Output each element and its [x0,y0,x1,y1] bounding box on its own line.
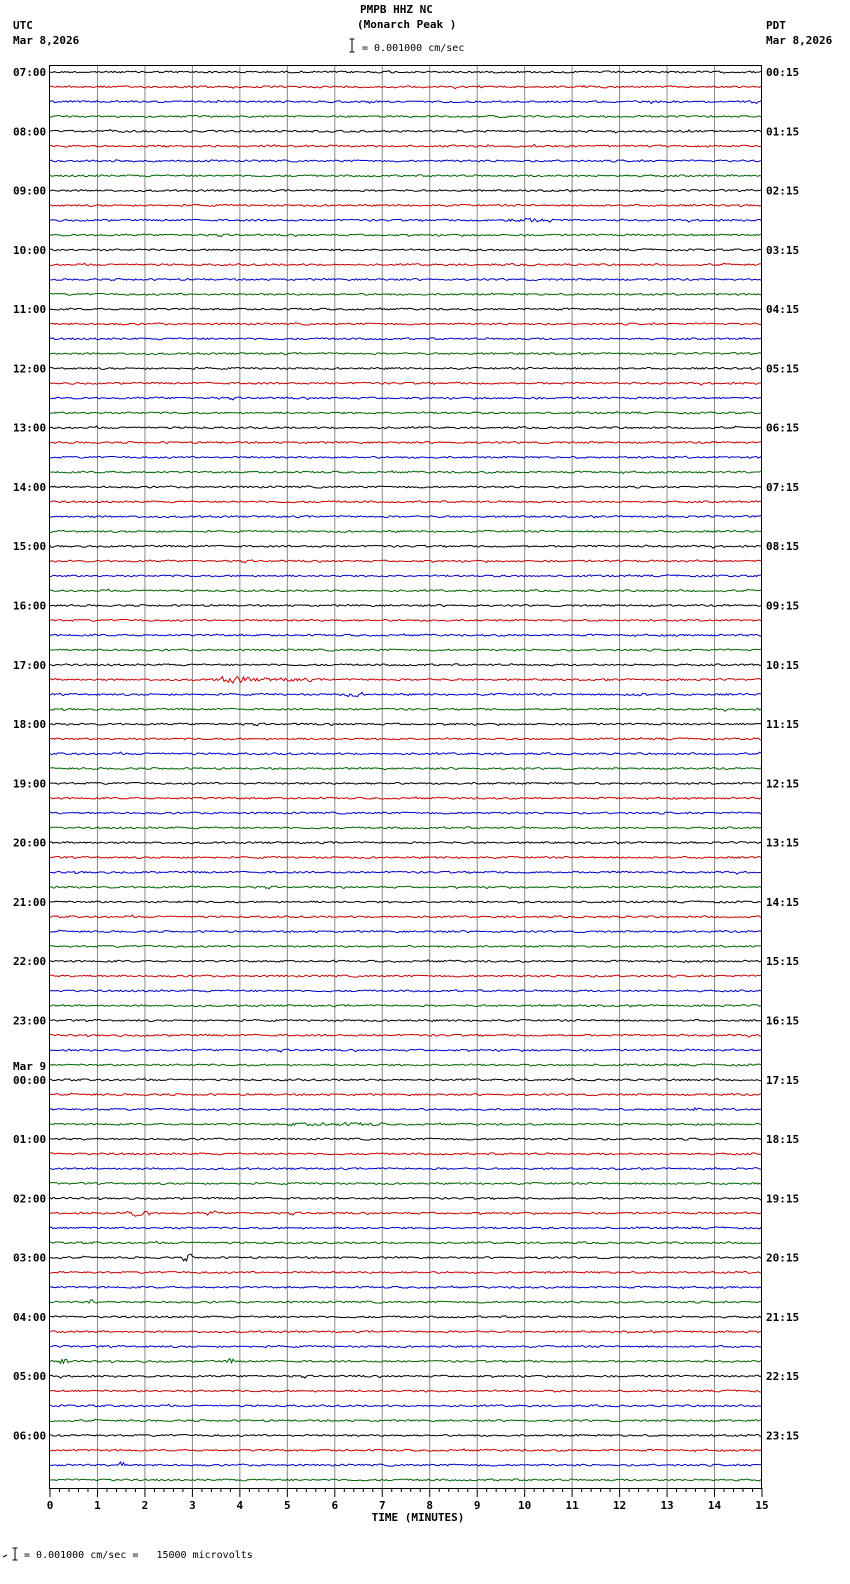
trace-line [50,930,761,933]
trace-line [50,1122,761,1125]
right-hour-label: 06:15 [766,421,800,435]
x-tick-label: 10 [518,1499,532,1512]
trace-line [50,1300,761,1304]
left-hour-label: 17:00 [13,658,47,672]
trace-line [50,545,761,548]
right-hour-label: 13:15 [766,836,800,850]
right-hour-label: 20:15 [766,1251,800,1265]
left-hour-label: 15:00 [13,540,47,554]
trace-line [50,1049,761,1052]
x-axis-label: TIME (MINUTES) [371,1511,465,1524]
left-hour-label: 07:00 [13,66,47,79]
trace-line [50,1254,761,1261]
trace-line [50,1197,761,1200]
x-tick-label: 5 [284,1499,291,1512]
trace-line [50,619,761,621]
scale-bar-label: = 0.001000 cm/sec [362,43,465,54]
left-hour-label: 13:00 [13,421,47,435]
right-hour-label: 09:15 [766,599,800,613]
left-hour-label: 19:00 [13,777,47,791]
trace-line [50,1078,761,1081]
trace-line [50,708,761,711]
left-hour-label: 01:00 [13,1133,47,1147]
trace-line [50,1108,761,1111]
trace-line [50,412,761,414]
left-hour-label: 14:00 [13,480,47,494]
trace-line [50,960,761,963]
trace-line [50,397,761,400]
right-hour-label: 04:15 [766,303,800,317]
right-hour-label: 02:15 [766,184,800,198]
right-hour-label: 15:15 [766,955,800,969]
trace-line [50,575,761,577]
right-timezone: PDT [766,19,786,32]
trace-line [50,249,761,251]
trace-line [50,676,761,683]
left-hour-label: 08:00 [13,125,47,139]
trace-line [50,323,761,325]
trace-line [50,426,761,429]
right-hour-label: 11:15 [766,718,800,732]
x-tick-label: 9 [473,1499,481,1512]
trace-line [50,293,761,295]
trace-line [50,738,761,740]
trace-line [50,589,761,592]
trace-line [50,1434,761,1436]
x-tick-label: 4 [236,1499,244,1512]
x-tick-label: 15 [755,1499,769,1512]
trace-line [50,1168,761,1170]
trace-line [50,871,761,874]
x-axis [47,1488,769,1512]
left-hour-label: 18:00 [13,718,47,732]
x-tick-label: 6 [331,1499,339,1512]
trace-line [50,234,761,237]
trace-line [50,664,761,666]
trace-line [50,190,761,192]
trace-line [50,915,761,918]
trace-line [50,901,761,903]
trace-line [50,1093,761,1096]
left-hour-label: 20:00 [13,836,47,850]
trace-line [50,1138,761,1140]
trace-line [50,1182,761,1184]
trace-line [50,605,761,607]
trace-line [50,100,761,103]
left-hour-label: 10:00 [13,243,47,257]
trace-line [50,160,761,162]
right-hour-label: 19:15 [766,1192,800,1206]
trace-line [50,752,761,755]
right-hour-label: 21:15 [766,1310,800,1324]
right-hour-label: 14:15 [766,895,800,909]
left-hour-label: 23:00 [13,1014,47,1028]
right-hour-label: 12:15 [766,777,800,791]
right-date: Mar 8,2026 [766,34,833,47]
right-hour-label: 10:15 [766,658,800,672]
trace-line [50,812,761,814]
x-tick-label: 0 [46,1499,54,1512]
right-hour-label: 23:15 [766,1429,800,1443]
left-hour-label: 16:00 [13,599,47,613]
day-change-label: Mar 9 [13,1059,47,1073]
trace-line [50,263,761,266]
trace-line [50,1227,761,1229]
right-hour-label: 01:15 [766,125,800,139]
trace-line [50,1153,761,1155]
footer-scale-bar-icon [3,1548,18,1560]
trace-line [50,856,761,858]
trace-line [50,71,761,73]
trace-line [50,278,761,280]
trace-line [50,1286,761,1289]
trace-line [50,990,761,992]
trace-line [50,945,761,947]
trace-line [50,1241,761,1244]
left-hour-label: 06:00 [13,1429,47,1443]
trace-line [50,382,761,385]
trace-line [50,692,761,696]
trace-line [50,886,761,889]
x-tick-label: 11 [565,1499,579,1512]
trace-line [50,1375,761,1378]
trace-line [50,367,761,369]
left-hour-label: 09:00 [13,184,47,198]
x-tick-label: 7 [378,1499,386,1512]
trace-line [50,842,761,844]
trace-line [50,530,761,532]
seismic-traces [50,71,761,1481]
left-hour-label: 04:00 [13,1310,47,1324]
left-hour-label: 11:00 [13,303,47,317]
trace-line [50,501,761,503]
trace-line [50,441,761,443]
trace-line [50,1390,761,1392]
right-hour-label: 08:15 [766,540,800,554]
right-hour-label: 07:15 [766,480,800,494]
trace-line [50,782,761,784]
header-scale-bar-icon [350,39,355,52]
right-hour-label: 16:15 [766,1014,800,1028]
trace-line [50,471,761,474]
trace-line [50,827,761,829]
trace-line [50,768,761,770]
trace-line [50,115,761,117]
x-tick-label: 14 [707,1499,722,1512]
trace-line [50,338,761,340]
trace-line [50,144,761,147]
trace-line [50,1005,761,1007]
trace-line [50,1034,761,1037]
station-title: PMPB HHZ NC [360,3,433,16]
trace-line [50,516,761,518]
trace-line [50,175,761,177]
x-tick-label: 13 [660,1499,674,1512]
trace-line [50,218,761,222]
trace-line [50,1479,761,1481]
trace-line [50,1316,761,1318]
trace-line [50,486,761,488]
x-tick-label: 12 [612,1499,627,1512]
trace-line [50,1064,761,1066]
right-hour-label: 17:15 [766,1073,800,1087]
trace-line [50,130,761,133]
trace-line [50,649,761,651]
right-hour-label: 22:15 [766,1370,800,1384]
right-hour-label: 05:15 [766,362,800,376]
x-tick-label: 1 [94,1499,101,1512]
trace-line [50,204,761,206]
left-date: Mar 8,2026 [13,34,80,47]
left-timezone: UTC [13,19,33,32]
trace-line [50,308,761,311]
trace-line [50,560,761,563]
trace-line [50,1211,761,1216]
trace-line [50,975,761,977]
station-location: (Monarch Peak ) [357,18,457,31]
trace-line [50,1404,761,1407]
footer-scale-label: = 0.001000 cm/sec = 15000 microvolts [24,1550,253,1561]
left-hour-label: 12:00 [13,362,47,376]
right-hour-label: 18:15 [766,1133,800,1147]
left-hour-label: 21:00 [13,895,47,909]
left-hour-label: 02:00 [13,1192,47,1206]
trace-line [50,797,761,800]
left-hour-label: 00:00 [13,1073,47,1087]
trace-line [50,456,761,458]
trace-line [50,1359,761,1364]
trace-line [50,1462,761,1466]
x-tick-label: 3 [189,1499,196,1512]
trace-line [50,723,761,726]
left-hour-label: 03:00 [13,1251,47,1265]
trace-line [50,1019,761,1021]
trace-line [50,1331,761,1333]
trace-line [50,1449,761,1452]
right-hour-label: 03:15 [766,243,800,257]
trace-line [50,86,761,89]
trace-line [50,353,761,355]
trace-line [50,1345,761,1347]
left-hour-label: 05:00 [13,1370,47,1384]
trace-line [50,1419,761,1422]
x-tick-label: 8 [426,1499,434,1512]
left-hour-label: 22:00 [13,955,47,969]
trace-line [50,1271,761,1273]
trace-line [50,634,761,637]
x-tick-label: 2 [141,1499,149,1512]
right-hour-label: 00:15 [766,66,800,79]
